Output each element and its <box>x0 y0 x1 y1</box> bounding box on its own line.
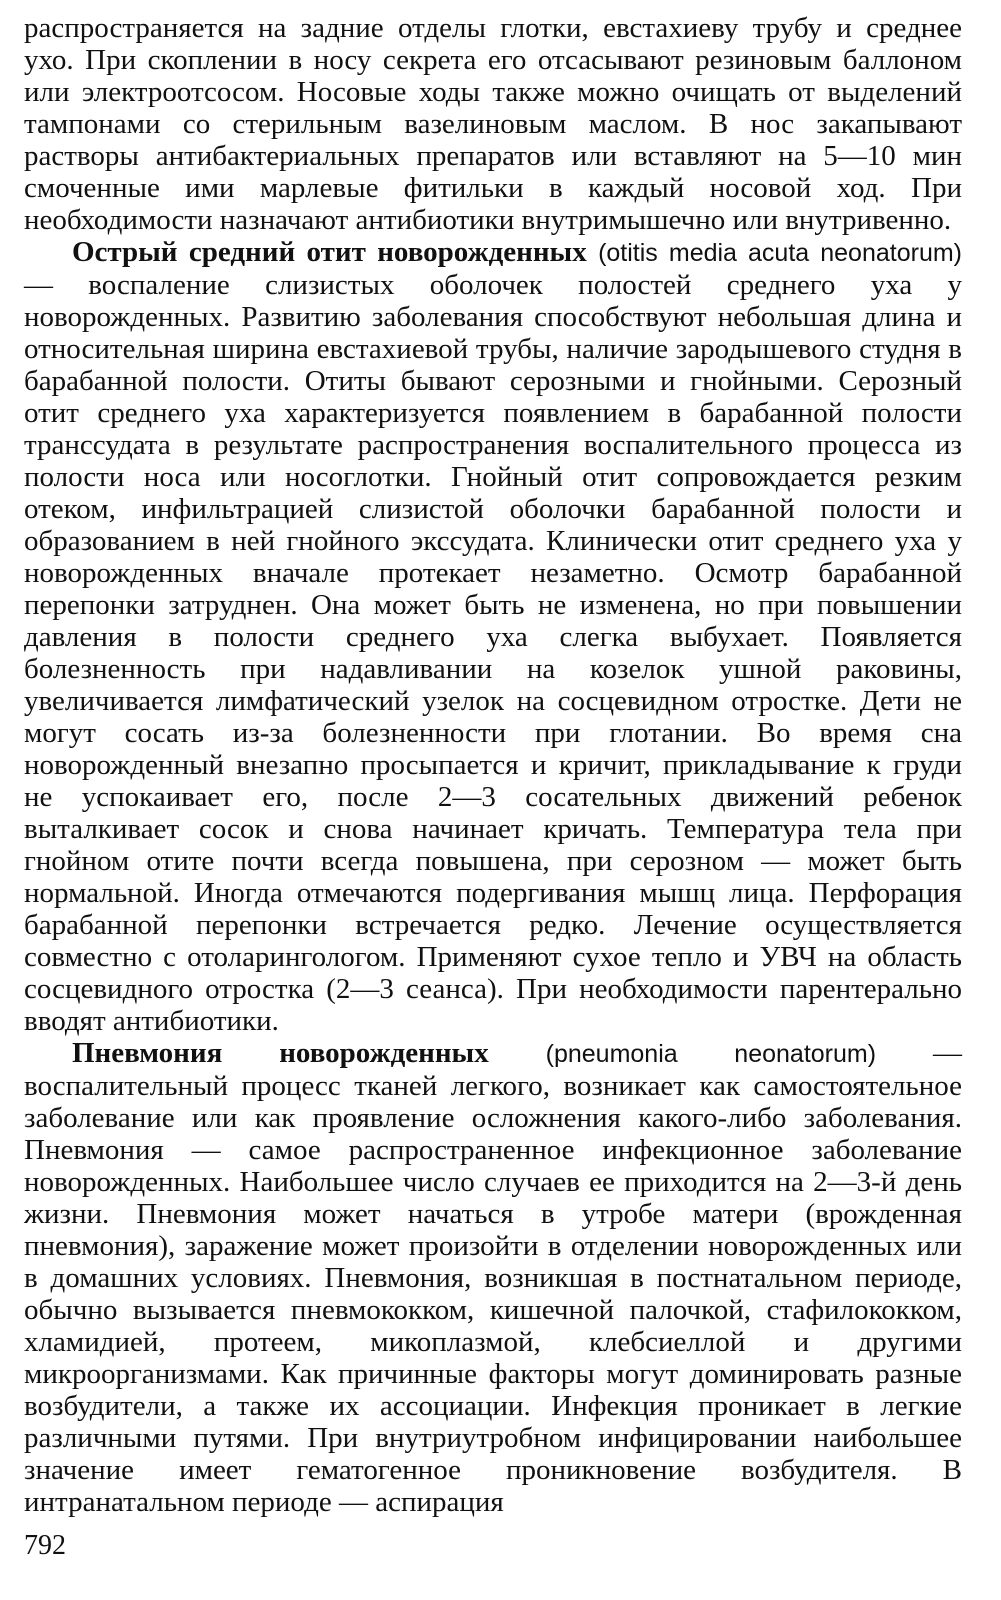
latin-term: (pneumonia neonatorum) <box>545 1040 877 1068</box>
paragraph-text: — воспаление слизистых оболочек полостей среднего уха у новорожденных. Развитию заболевания способствуют небольшая длина и относительная ширина евстахиевой трубы, наличие зародышевого студня в барабанной полости. Отиты бывают серозными и гнойными. Серозный отит среднего уха характеризуется появлением в барабанной полости транссудата в результате распространения воспалительного процесса из полости носа или носоглотки. Гнойный отит сопровождается резким отеком, инфильтрацией слизистой оболочки барабанной полости и образованием в ней гнойного экссудата. Клинически отит среднего уха у новорожденных вначале протекает незаметно. Осмотр барабанной перепонки затруднен. Она может быть не изменена, но при повышении давления в полости среднего уха слегка выбухает. Появляется болезненность при надавливании на козелок ушной раковины, увеличивается лимфатический узелок на сосцевидном отростке. Дети не могут сосать из-за болезненности при глотании. Во время сна новорожденный внезапно просыпается и кричит, прикладывание к груди не успокаивает его, после 2—3 сосательных движений ребенок выталкивает сосок и снова начинает кричать. Температура тела при гнойном отите почти всегда повышена, при серозном — может быть нормальной. Иногда отмечаются подергивания мышц лица. Перфорация барабанной перепонки встречается редко. Лечение осуществляется совместно с отоларингологом. Применяют сухое тепло и УВЧ на область сосцевидного отростка (2—3 сеанса). При необходимости парентерально вводят антибиотики. <box>24 269 962 1037</box>
latin-term: (otitis media acuta neonatorum) <box>598 239 962 267</box>
paragraph-text: — воспалительный процесс тканей легкого, возникает как самостоятельное заболевание или как проявление осложнения какого-либо заболевания. Пневмония — самое распространенное инфекционное заболевание новорожденных. Наибольшее число случаев ее приходится на 2—3-й день жизни. Пневмония может начаться в утробе матери (врожденная пневмония), заражение может произойти в отделении новорожденных или в домашних условиях. Пневмония, возникшая в постнатальном периоде, обычно вызывается пневмококком, кишечной палочкой, стафилококком, хламидией, протеем, микоплазмой, клебсиеллой и другими микроорганизмами. Как причинные факторы могут доминировать разные возбудители, а также их ассоциации. Инфекция проникает в легкие различными путями. При внутриутробном инфицировании наибольшее значение имеет гематогенное проникновение возбудителя. В интранатальном периоде — аспирация <box>24 1037 962 1518</box>
document-page <box>24 12 962 1518</box>
paragraph-text: распространяется на задние отделы глотки, евстахиеву трубу и среднее ухо. При скоплении в носу секрета его отсасывают резиновым баллоном или электроотсосом. Носовые ходы также можно очищать от выделений тампонами со стерильным вазелиновым маслом. В нос закапывают растворы антибактериальных препаратов или вставляют на 5—10 мин смоченные ими марлевые фитильки в каждый носовой ход. При необходимости назначают антибиотики внутримышечно или внутривенно. <box>24 12 962 236</box>
term-heading: Острый средний отит новорожденных <box>72 236 587 268</box>
paragraph-continuation <box>24 12 962 236</box>
paragraph-pneumonia <box>24 1037 962 1518</box>
page-number: 792 <box>24 1530 66 1561</box>
paragraph-otitis <box>24 236 962 1037</box>
term-heading: Пневмония новорожденных <box>72 1037 489 1069</box>
